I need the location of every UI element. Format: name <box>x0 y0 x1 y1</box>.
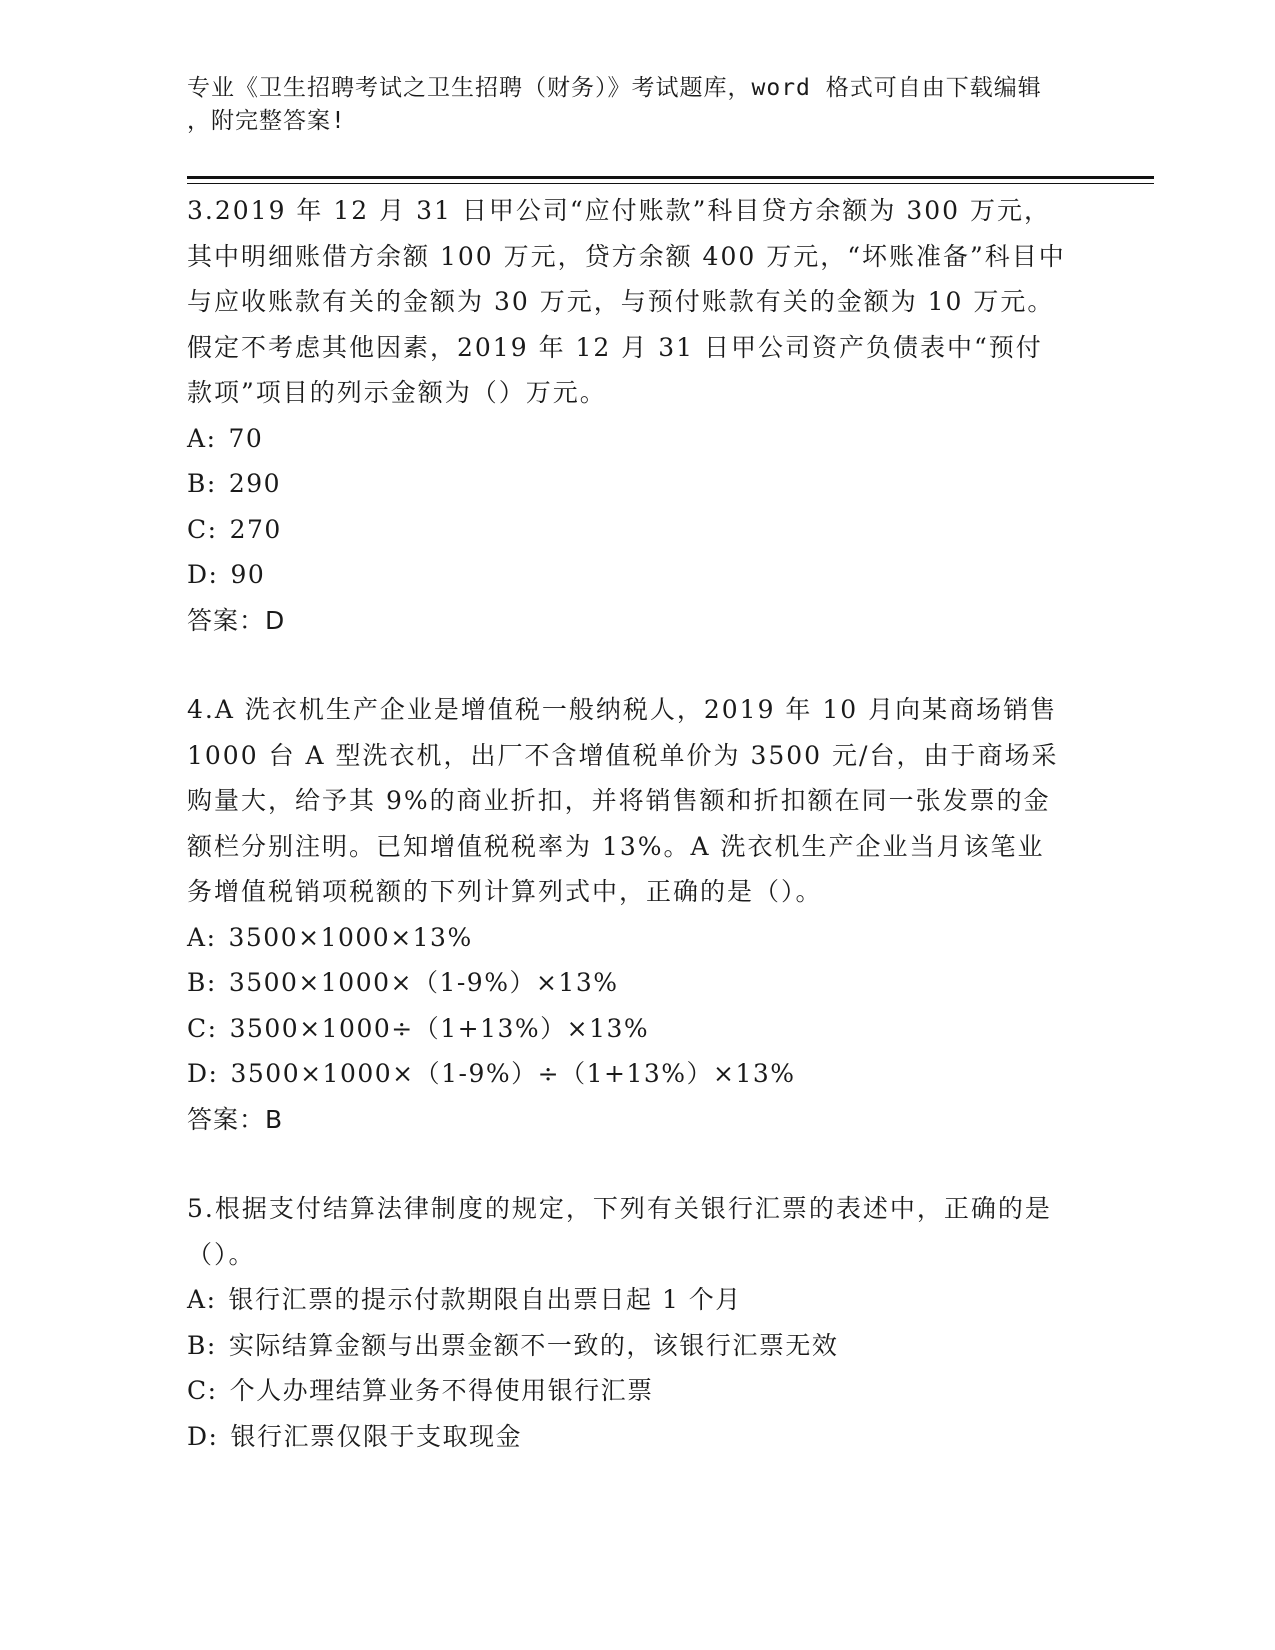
option-separator: : <box>206 922 217 952</box>
option-a <box>187 915 1067 961</box>
option-text: 个人办理结算业务不得使用银行汇票 <box>229 1376 654 1405</box>
option-c <box>187 507 1067 553</box>
document-header <box>187 72 1067 138</box>
option-a <box>187 1277 1067 1323</box>
option-text: 3500×1000×（1-9%）×13% <box>228 968 619 997</box>
option-a <box>187 416 1067 462</box>
option-letter: B <box>187 968 207 997</box>
option-text: 270 <box>229 514 282 544</box>
option-letter: D <box>187 560 209 589</box>
option-separator: : <box>206 423 217 453</box>
option-letter: B <box>187 469 207 498</box>
header-divider-thick <box>187 176 1154 179</box>
header-divider-thin <box>187 183 1154 184</box>
question-stem: 4.A 洗衣机生产企业是增值税一般纳税人，2019 年 10 月向某商场销售 1000 台 A 型洗衣机，出厂不含增值税单价为 3500 元/台，由于商场采购量大，给予其 9%的商业折扣，并将销售额和折扣额在同一张发票的金额栏分别注明。已知增值税税率为 13%。A 洗衣机生产企业当月该笔业务增值税销项税额的下列计算列式中，正确的是（）。 <box>187 695 1059 906</box>
question-stem: 5.根据支付结算法律制度的规定，下列有关银行汇票的表述中，正确的是（）。 <box>187 1194 1052 1269</box>
question-4 <box>187 687 1067 1142</box>
option-text: 3500×1000×13% <box>228 922 473 952</box>
option-separator: : <box>206 968 217 997</box>
answer-label: 答案：D <box>187 605 286 635</box>
option-separator: : <box>207 1376 218 1405</box>
option-letter: C <box>187 1013 208 1043</box>
option-text: 3500×1000÷（1+13%）×13% <box>229 1013 650 1043</box>
option-text: 290 <box>228 469 282 498</box>
option-b <box>187 461 1067 507</box>
header-line-1: 专业《卫生招聘考试之卫生招聘（财务）》考试题库，word 格式可自由下载编辑 <box>187 75 1042 101</box>
question-5 <box>187 1186 1067 1459</box>
option-text: 实际结算金额与出票金额不一致的，该银行汇票无效 <box>228 1330 839 1360</box>
option-text: 银行汇票仅限于支取现金 <box>230 1421 522 1451</box>
option-letter: A <box>187 1285 207 1314</box>
option-b <box>187 1323 1067 1369</box>
option-text: 90 <box>230 560 266 589</box>
question-stem: 3.2019 年 12 月 31 日甲公司“应付账款”科目贷方余额为 300 万元，其中明细账借方余额 100 万元，贷方余额 400 万元，“坏账准备”科目中与应收账款有关的金额为 30 万元，与预付账款有关的金额为 10 万元。假定不考虑其他因素，2019 年 12 月 31 日甲公司资产负债表中“预付款项”项目的列示金额为（）万元。 <box>187 196 1066 407</box>
option-d <box>187 1414 1067 1460</box>
option-d <box>187 552 1067 598</box>
question-3 <box>187 188 1067 643</box>
option-b <box>187 960 1067 1006</box>
option-separator: : <box>208 560 219 589</box>
header-line-2: ，附完整答案! <box>187 108 346 134</box>
option-letter: D <box>187 1421 209 1451</box>
option-separator: : <box>206 1330 217 1360</box>
option-separator: : <box>208 1421 219 1451</box>
option-separator: : <box>206 1285 217 1314</box>
option-text: 70 <box>228 423 264 453</box>
option-separator: : <box>207 1013 218 1043</box>
option-text: 3500×1000×（1-9%）÷（1+13%）×13% <box>230 1059 796 1088</box>
option-letter: C <box>187 514 208 544</box>
option-c <box>187 1006 1067 1052</box>
option-letter: C <box>187 1376 208 1405</box>
option-separator: : <box>207 514 218 544</box>
option-d <box>187 1051 1067 1097</box>
option-letter: A <box>187 423 207 453</box>
option-separator: : <box>206 469 217 498</box>
option-text: 银行汇票的提示付款期限自出票日起 1 个月 <box>228 1285 742 1314</box>
option-letter: D <box>187 1059 209 1088</box>
option-letter: A <box>187 922 207 952</box>
answer-label: 答案：B <box>187 1104 284 1134</box>
option-separator: : <box>208 1059 219 1088</box>
option-letter: B <box>187 1330 207 1360</box>
option-c <box>187 1368 1067 1414</box>
